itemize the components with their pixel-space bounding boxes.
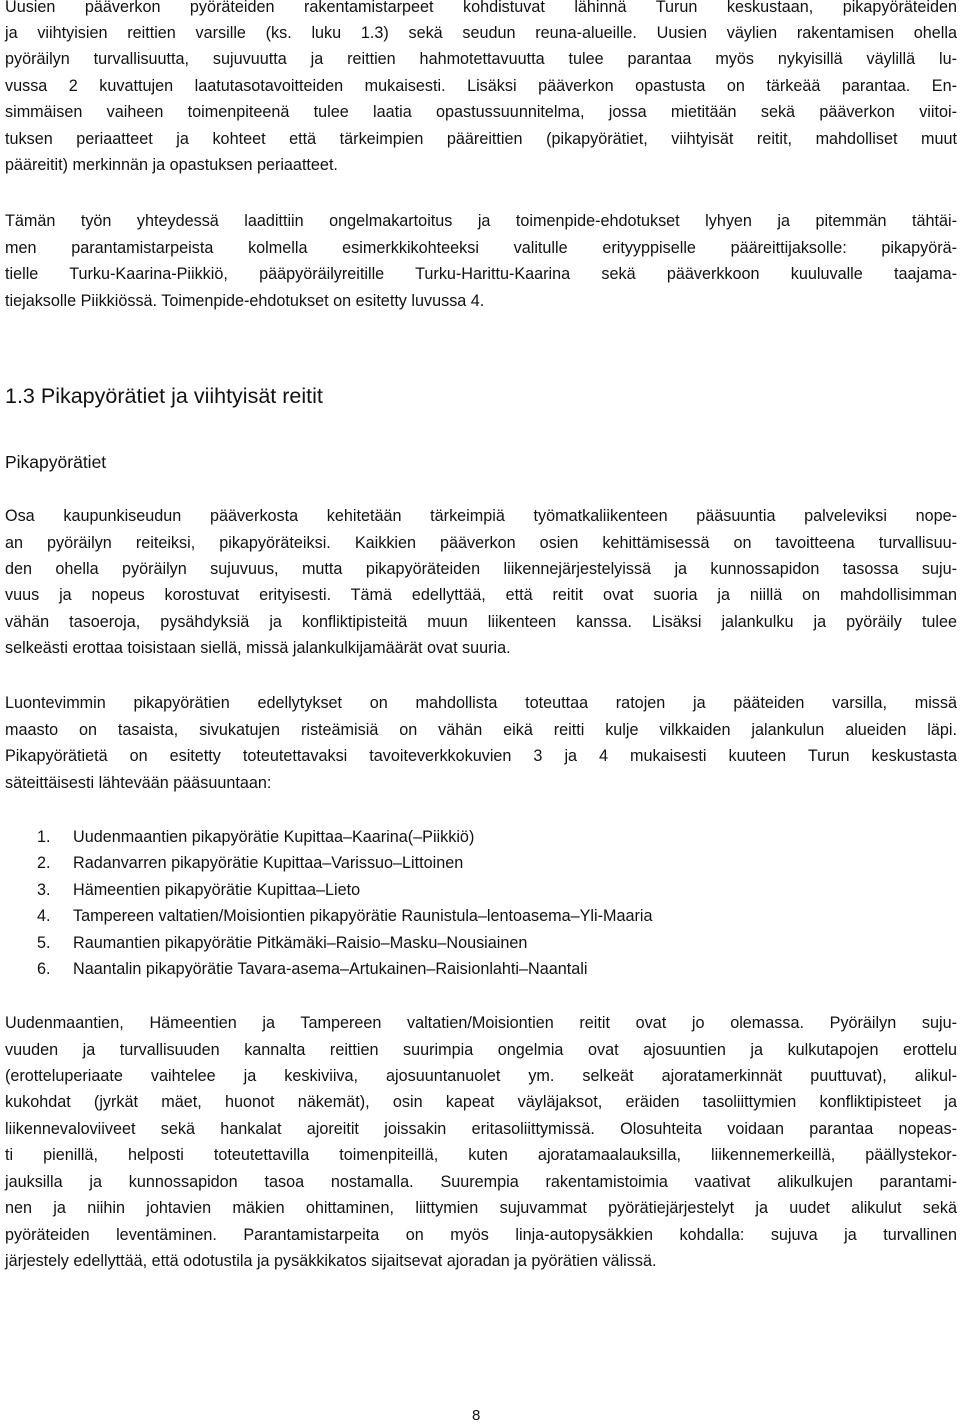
text-line: Uusien pääverkon pyöräteiden rakentamistarpeet kohdistuvat lähinnä Turun keskustaan, pikapyöräteiden: [5, 0, 957, 16]
list-text: Uudenmaantien pikapyörätie Kupittaa–Kaarina(–Piikkiö): [73, 828, 475, 846]
list-text: Radanvarren pikapyörätie Kupittaa–Varissuo–Littoinen: [73, 854, 464, 872]
text-line: Luontevimmin pikapyörätien edellytykset on mahdollista toteuttaa ratojen ja pääteiden varsilla, missä: [5, 694, 957, 712]
text-line: ja viihtyisien reittien varsille (ks. luku 1.3) sekä seudun reuna-alueille. Uusien väylien rakentamisen ohella: [5, 24, 957, 42]
page-number: 8: [472, 1407, 481, 1424]
text-line: vähän tasoeroja, pysähdyksiä ja konfliktipisteitä muun liikenteen kanssa. Lisäksi jalankulku ja pyöräily tulee: [5, 613, 957, 631]
list-number: 3.: [37, 881, 51, 899]
text-line: (erotteluperiaate vaihtelee ja keskiviiva, ajosuuntanuolet ym. selkeät ajoratamerkinnät puuttuvat), alikul-: [5, 1067, 957, 1085]
text-line: pyöräteiden leventäminen. Parantamistarpeita on myös linja-autopysäkkien kohdalla: sujuva ja turvallinen: [5, 1226, 957, 1244]
text-line: maasto on tasaista, sivukatujen risteämisiä on vähän eikä reitti kulje vilkkaiden jalankulun alueiden läpi.: [5, 721, 957, 739]
subsection-heading: Pikapyörätiet: [5, 452, 107, 472]
text-line: tuksen periaatteet ja kohteet että tärkeimpien pääreittien (pikapyörätiet, viihtyisät reitit, mahdolliset muut: [5, 130, 957, 148]
text-line: selkeästi erottaa toisistaan siellä, missä jalankulkijamäärät ovat suuria.: [5, 639, 511, 657]
list-number: 1.: [37, 828, 51, 846]
section-heading: 1.3 Pikapyörätiet ja viihtyisät reitit: [5, 384, 323, 408]
list-text: Raumantien pikapyörätie Pitkämäki–Raisio–Masku–Nousiainen: [73, 934, 528, 952]
text-line: simmäisen vaiheen toimenpiteenä tulee laatia opastussuunnitelma, jossa mietitään sekä pääverkon viitoi-: [5, 103, 957, 121]
text-line: ti pienillä, helposti toteutettavilla toimenpiteillä, kuten ajoratamaalauksilla, liikennemerkeillä, päällystekor-: [5, 1146, 957, 1164]
text-line: an pyöräilyn reiteiksi, pikapyöräteiksi. Kaikkien pääverkon osien kehittämisessä on tavoitteena turvallisuu-: [5, 534, 957, 552]
list-item: [37, 959, 587, 979]
text-line: säteittäisesti lähtevään pääsuuntaan:: [5, 774, 272, 792]
text-line: men parantamistarpeista kolmella esimerkkikohteeksi valitulle erityyppiselle pääreittijaksolle: pikapyörä-: [5, 239, 957, 257]
list-text: Tampereen valtatien/Moisiontien pikapyörätie Raunistula–lentoasema–Yli-Maaria: [73, 907, 653, 925]
text-line: Pikapyörätietä on esitetty toteutettavaksi tavoiteverkkokuvien 3 ja 4 mukaisesti kuuteen Turun keskustasta: [5, 747, 957, 765]
text-line: jauksilla ja kunnossapidon tasoa nostamalla. Suurempia rakentamistoimia vaativat alikulkujen parantami-: [5, 1173, 957, 1191]
list-item: [37, 880, 360, 900]
text-line: kukohdat (jyrkät mäet, huonot näkemät), osin kapeat väyläjaksot, eräiden tasoliittymien konfliktipisteet ja: [5, 1093, 957, 1111]
text-line: tiejaksolle Piikkiössä. Toimenpide-ehdotukset on esitetty luvussa 4.: [5, 292, 485, 310]
text-line: pyöräilyn turvallisuutta, sujuvuutta ja reittien hahmotettavuutta tulee parantaa myös nykyisillä väylillä lu-: [5, 50, 957, 68]
list-item: [37, 853, 463, 873]
list-item: [37, 933, 527, 953]
text-line: vuus ja nopeus korostuvat erityisesti. Tämä edellyttää, että reitit ovat suoria ja niillä on mahdollisimman: [5, 586, 957, 604]
list-number: 4.: [37, 907, 51, 925]
list-item: [37, 827, 474, 847]
text-line: liikennevaloviiveet sekä hankalat ajoreitit joissakin eritasoliittymissä. Olosuhteita voidaan parantaa nopeas-: [5, 1120, 957, 1138]
text-line: pääreitit) merkinnän ja opastuksen periaatteet.: [5, 156, 338, 174]
text-line: Uudenmaantien, Hämeentien ja Tampereen valtatien/Moisiontien reitit ovat jo olemassa. Pyöräilyn suju-: [5, 1014, 957, 1032]
text-line: vussa 2 kuvattujen laatutasotavoitteiden mukaisesti. Lisäksi pääverkon opastusta on tärkeää parantaa. En-: [5, 77, 957, 95]
text-line: nen ja niihin johtavien mäkien ohittaminen, liittymien sujuvammat pyörätiejärjestelyt ja uudet alikulut sekä: [5, 1199, 957, 1217]
text-line: den ohella pyöräilyn sujuvuus, mutta pikapyöräteiden liikennejärjestelyissä ja kunnossapidon tasossa suju-: [5, 560, 957, 578]
list-number: 2.: [37, 854, 51, 872]
text-line: järjestely edellyttää, että odotustila ja pysäkkikatos sijaitsevat ajoradan ja pyörätien välissä.: [5, 1252, 657, 1270]
text-line: Tämän työn yhteydessä laadittiin ongelmakartoitus ja toimenpide-ehdotukset lyhyen ja pitemmän tähtäi-: [5, 212, 957, 230]
text-line: vuuden ja turvallisuuden kannalta reittien suurimpia ongelmia ovat ajosuuntien ja kulkutapojen erottelu: [5, 1041, 957, 1059]
list-text: Hämeentien pikapyörätie Kupittaa–Lieto: [73, 881, 361, 899]
text-line: tielle Turku-Kaarina-Piikkiö, pääpyöräilyreitille Turku-Harittu-Kaarina sekä pääverkkoon kuuluvalle taajama-: [5, 265, 957, 283]
list-item: [37, 906, 652, 926]
list-text: Naantalin pikapyörätie Tavara-asema–Artukainen–Raisionlahti–Naantali: [73, 960, 588, 978]
list-number: 6.: [37, 960, 51, 978]
text-line: Osa kaupunkiseudun pääverkosta kehitetään tärkeimpiä työmatkaliikenteen pääsuuntia palveleviksi nope-: [5, 507, 957, 525]
list-number: 5.: [37, 934, 51, 952]
